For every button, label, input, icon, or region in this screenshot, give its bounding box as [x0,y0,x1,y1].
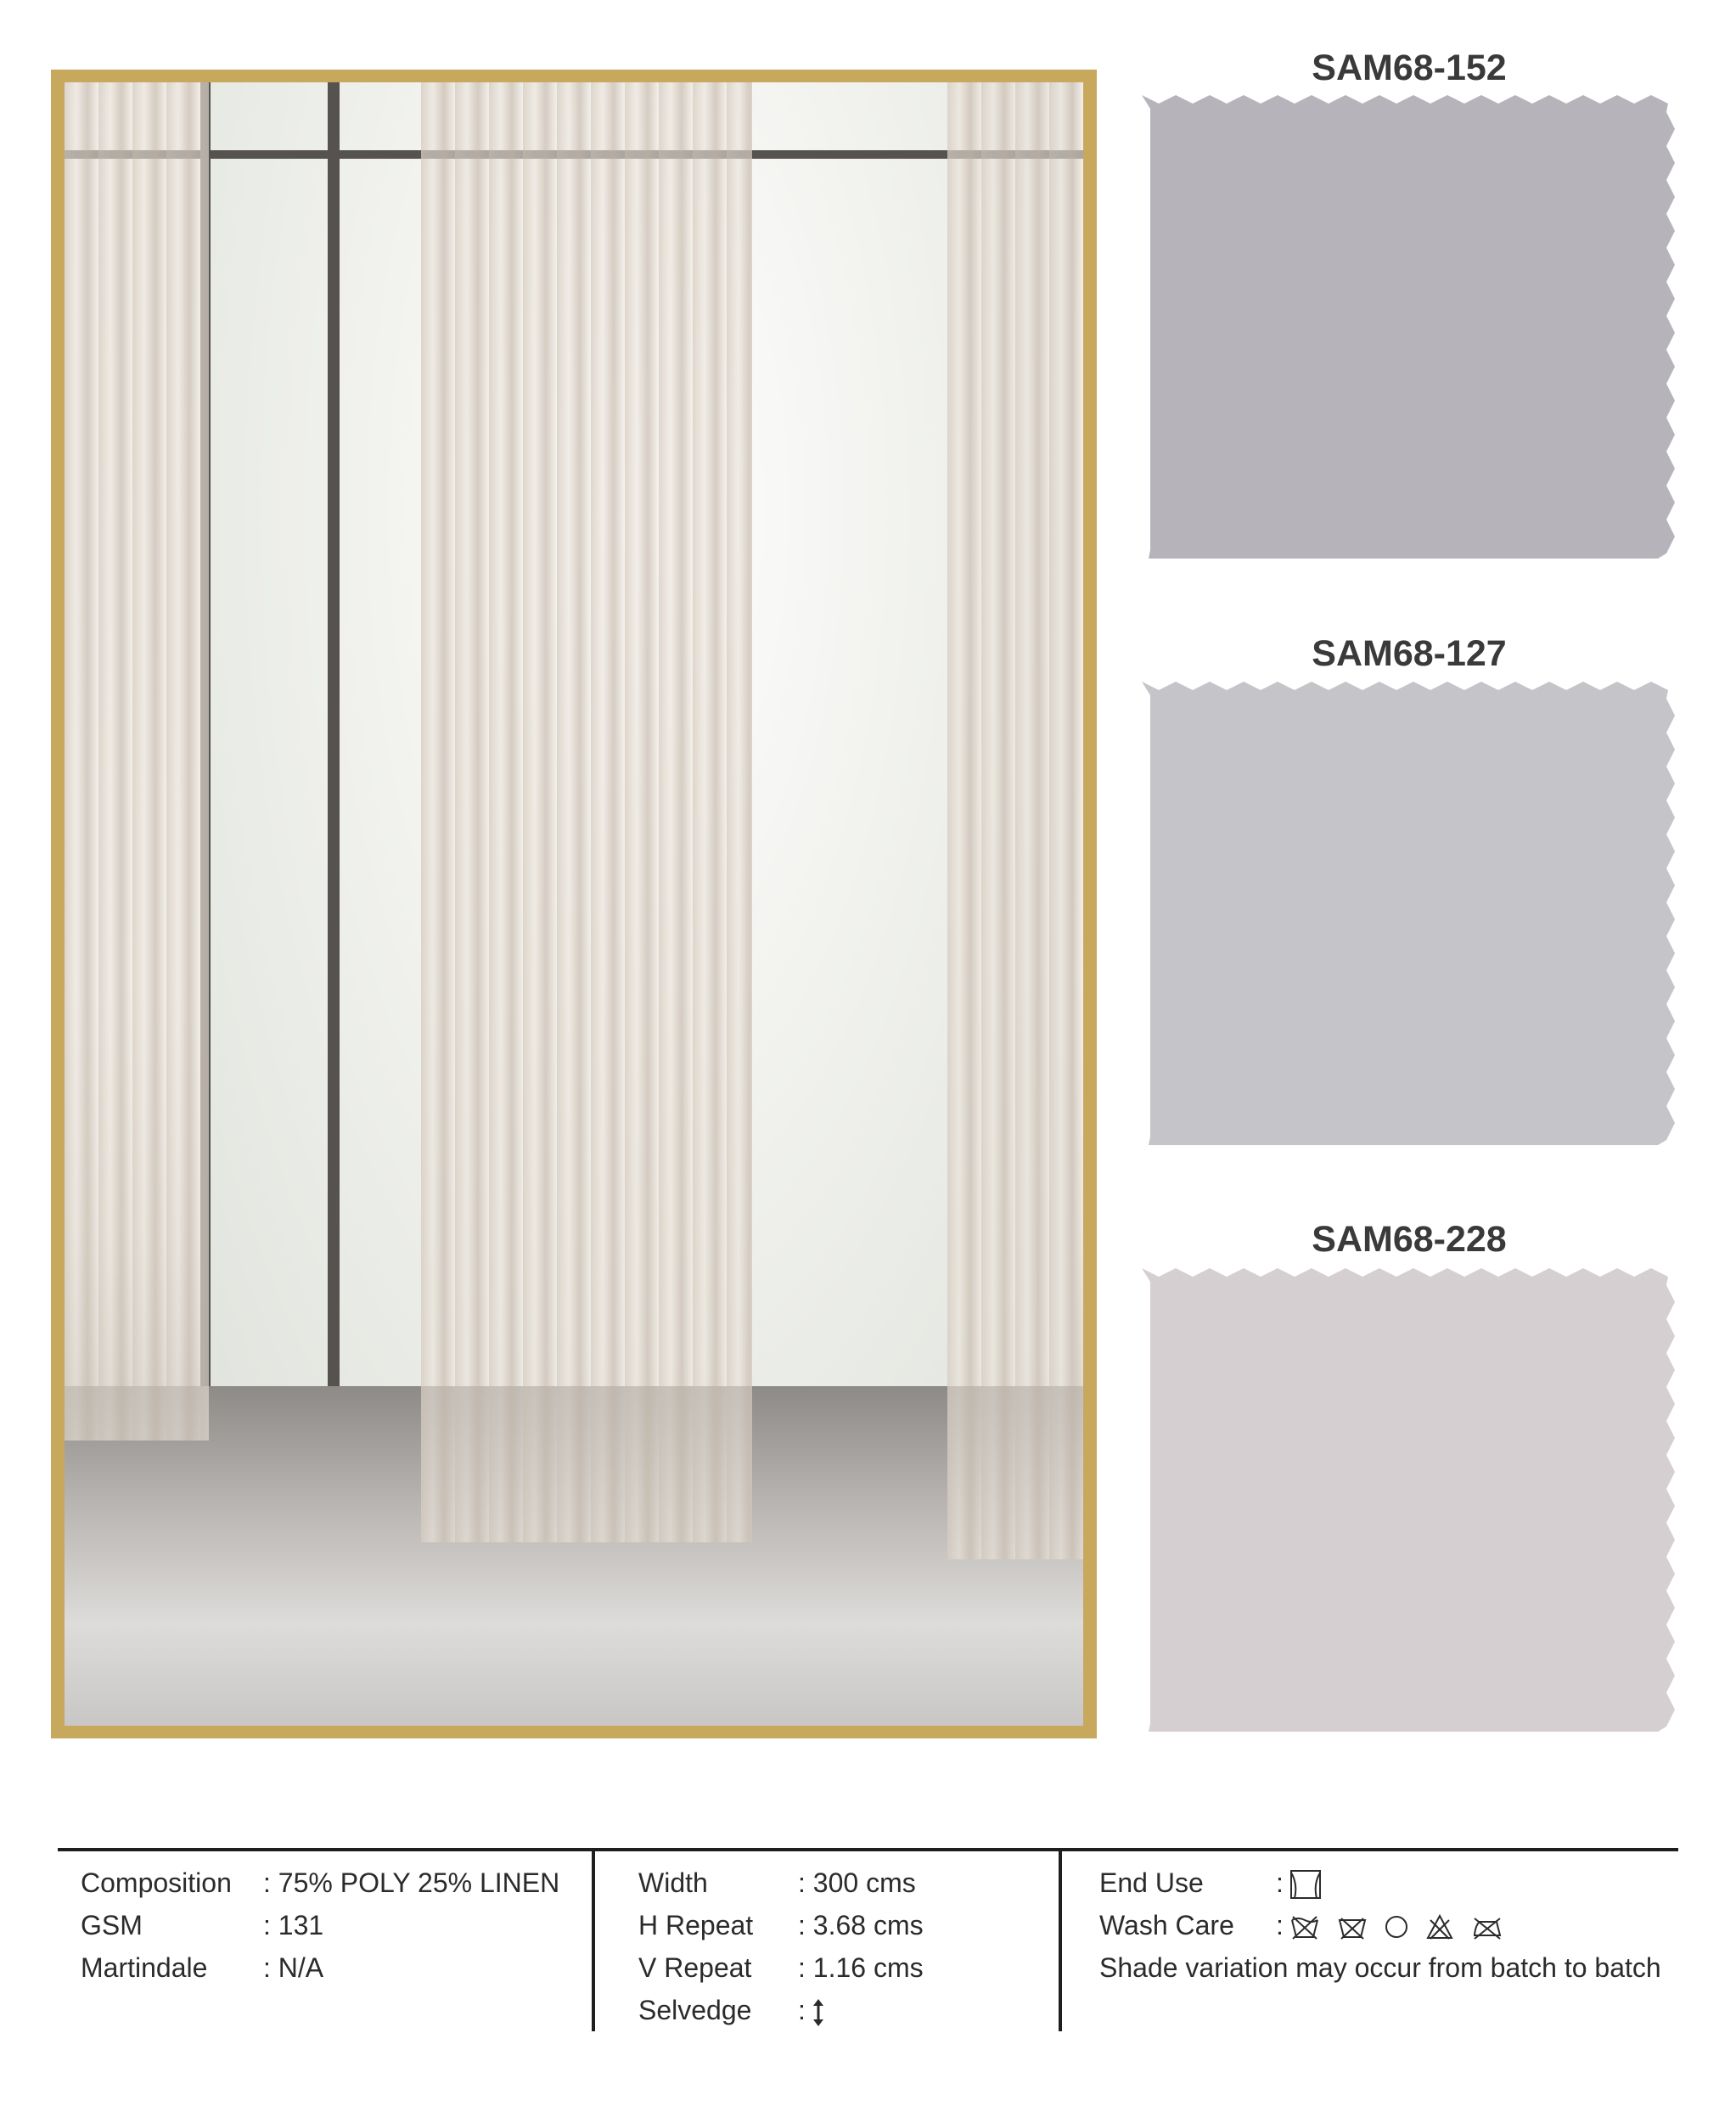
wash-care-colon: : [1276,1910,1284,1940]
fabric-swatch-3-image [1142,1268,1675,1740]
fabric-swatch-2-image [1142,682,1675,1154]
do-not-iron-icon [1471,1913,1503,1940]
curtain-window-icon [1289,1869,1322,1900]
fabric-swatch-3 [1142,1268,1675,1740]
h-repeat-value: : 3.68 cms [798,1910,924,1940]
composition-label: Composition [81,1867,232,1898]
swatch-code-2: SAM68-127 [1312,633,1507,674]
martindale-value: : N/A [263,1952,324,1983]
swatch-code-3: SAM68-228 [1312,1219,1507,1260]
spec-column-divider-1 [592,1851,595,2031]
window-mullion [328,82,340,1491]
do-not-tumble-dry-icon [1337,1913,1368,1940]
gsm-value: : 131 [263,1910,324,1940]
curtain-room-photo [65,82,1083,1726]
martindale-label: Martindale [81,1952,208,1983]
end-use-colon: : [1276,1867,1284,1898]
v-repeat-label: V Repeat [638,1952,752,1983]
composition-value: : 75% POLY 25% LINEN [263,1867,560,1898]
do-not-wash-icon [1289,1913,1320,1940]
curtain-panel-left [65,82,209,1441]
do-not-bleach-icon [1425,1913,1454,1940]
dry-clean-icon [1383,1913,1410,1940]
end-use-label: End Use [1099,1867,1204,1898]
h-repeat-label: H Repeat [638,1910,754,1940]
hero-photo-frame [51,70,1097,1738]
spec-column-divider-2 [1059,1851,1062,2031]
v-repeat-value: : 1.16 cms [798,1952,924,1983]
swatch-code-1: SAM68-152 [1312,48,1507,88]
wash-care-label: Wash Care [1099,1910,1234,1940]
width-value: : 300 cms [798,1867,916,1898]
curtain-panel-center [421,82,752,1542]
selvedge-label: Selvedge [638,1995,752,2025]
fabric-swatch-1 [1142,95,1675,567]
fabric-swatch-1-image [1142,95,1675,567]
shade-variation-note: Shade variation may occur from batch to batch [1099,1952,1661,1983]
fabric-swatch-2 [1142,682,1675,1154]
selvedge-colon: : [798,1995,806,2025]
curtain-panel-right [947,82,1083,1559]
spec-table-top-rule [58,1848,1678,1851]
gsm-label: GSM [81,1910,143,1940]
width-label: Width [638,1867,708,1898]
vertical-arrow-icon [812,1998,825,2027]
